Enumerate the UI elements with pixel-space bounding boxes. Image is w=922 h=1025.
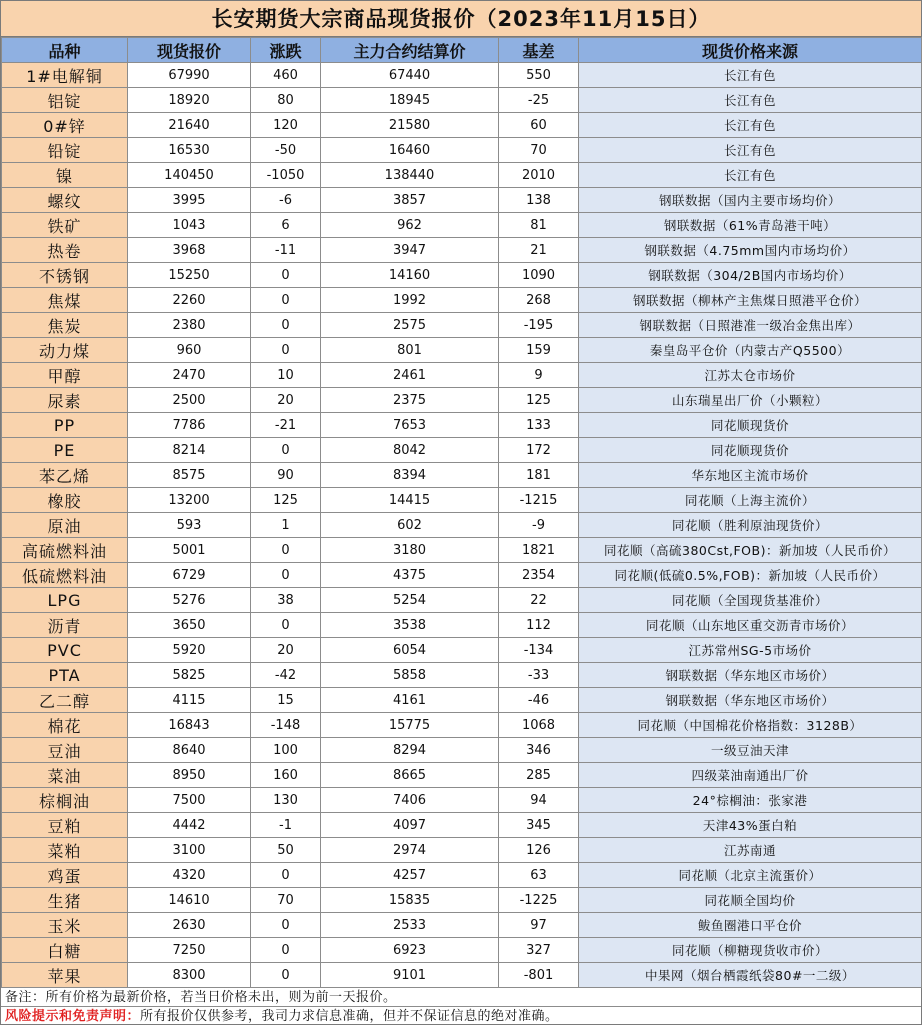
cell-source: 长江有色	[579, 88, 922, 113]
cell-basis: 126	[499, 838, 579, 863]
cell-commodity: 铁矿	[2, 213, 128, 238]
cell-basis: -33	[499, 663, 579, 688]
cell-change: 0	[251, 263, 321, 288]
cell-commodity: LPG	[2, 588, 128, 613]
cell-basis: 1068	[499, 713, 579, 738]
cell-commodity: 高硫燃料油	[2, 538, 128, 563]
cell-source: 同花顺（北京主流蛋价）	[579, 863, 922, 888]
cell-source: 江苏常州SG-5市场价	[579, 638, 922, 663]
cell-spot-price: 8214	[128, 438, 251, 463]
cell-basis: -134	[499, 638, 579, 663]
cell-settlement: 962	[321, 213, 499, 238]
cell-commodity: 低硫燃料油	[2, 563, 128, 588]
cell-basis: 133	[499, 413, 579, 438]
cell-change: 50	[251, 838, 321, 863]
cell-settlement: 67440	[321, 63, 499, 88]
cell-basis: 1090	[499, 263, 579, 288]
price-table	[1, 37, 922, 988]
table-row	[2, 813, 922, 838]
cell-commodity: 焦煤	[2, 288, 128, 313]
column-header-source: 现货价格来源	[579, 38, 922, 63]
cell-basis: 94	[499, 788, 579, 813]
cell-change: 0	[251, 313, 321, 338]
cell-settlement: 21580	[321, 113, 499, 138]
risk-disclaimer	[1, 1007, 921, 1025]
cell-change: 0	[251, 538, 321, 563]
cell-source: 钢联数据（华东地区市场价）	[579, 688, 922, 713]
table-row	[2, 238, 922, 263]
cell-source: 同花顺（全国现货基准价）	[579, 588, 922, 613]
cell-commodity: 原油	[2, 513, 128, 538]
cell-commodity: 菜粕	[2, 838, 128, 863]
cell-source: 同花顺全国均价	[579, 888, 922, 913]
table-row	[2, 863, 922, 888]
cell-source: 长江有色	[579, 113, 922, 138]
cell-commodity: 沥青	[2, 613, 128, 638]
cell-settlement: 9101	[321, 963, 499, 988]
cell-change: 0	[251, 863, 321, 888]
cell-change: -148	[251, 713, 321, 738]
cell-commodity: 螺纹	[2, 188, 128, 213]
cell-change: -1	[251, 813, 321, 838]
cell-settlement: 8294	[321, 738, 499, 763]
cell-basis: 138	[499, 188, 579, 213]
cell-basis: 346	[499, 738, 579, 763]
header-row	[2, 38, 922, 63]
cell-change: 0	[251, 963, 321, 988]
cell-spot-price: 1043	[128, 213, 251, 238]
cell-basis: 159	[499, 338, 579, 363]
cell-change: 80	[251, 88, 321, 113]
cell-commodity: 白糖	[2, 938, 128, 963]
cell-spot-price: 18920	[128, 88, 251, 113]
table-row	[2, 663, 922, 688]
cell-source: 长江有色	[579, 138, 922, 163]
cell-basis: -1225	[499, 888, 579, 913]
cell-commodity: 玉米	[2, 913, 128, 938]
cell-spot-price: 16843	[128, 713, 251, 738]
cell-source: 钢联数据（柳林产主焦煤日照港平仓价）	[579, 288, 922, 313]
cell-settlement: 3857	[321, 188, 499, 213]
cell-source: 秦皇岛平仓价（内蒙古产Q5500）	[579, 338, 922, 363]
cell-settlement: 6054	[321, 638, 499, 663]
cell-basis: 327	[499, 938, 579, 963]
cell-commodity: PP	[2, 413, 128, 438]
cell-commodity: 豆粕	[2, 813, 128, 838]
cell-basis: -46	[499, 688, 579, 713]
cell-commodity: 铝锭	[2, 88, 128, 113]
cell-basis: 345	[499, 813, 579, 838]
page-title: 长安期货大宗商品现货报价（2023年11月15日）	[1, 1, 921, 37]
cell-basis: 21	[499, 238, 579, 263]
cell-settlement: 6923	[321, 938, 499, 963]
cell-spot-price: 4320	[128, 863, 251, 888]
table-row	[2, 288, 922, 313]
cell-basis: 2354	[499, 563, 579, 588]
cell-spot-price: 5276	[128, 588, 251, 613]
cell-spot-price: 16530	[128, 138, 251, 163]
cell-commodity: 鸡蛋	[2, 863, 128, 888]
cell-source: 钢联数据（华东地区市场价）	[579, 663, 922, 688]
cell-settlement: 2375	[321, 388, 499, 413]
cell-basis: 70	[499, 138, 579, 163]
cell-settlement: 2461	[321, 363, 499, 388]
cell-spot-price: 21640	[128, 113, 251, 138]
cell-spot-price: 8300	[128, 963, 251, 988]
cell-source: 同花顺（柳糖现货收市价）	[579, 938, 922, 963]
cell-commodity: 乙二醇	[2, 688, 128, 713]
cell-settlement: 8665	[321, 763, 499, 788]
cell-commodity: 豆油	[2, 738, 128, 763]
cell-settlement: 8042	[321, 438, 499, 463]
cell-spot-price: 593	[128, 513, 251, 538]
cell-commodity: PTA	[2, 663, 128, 688]
cell-change: -42	[251, 663, 321, 688]
cell-settlement: 2575	[321, 313, 499, 338]
table-row	[2, 588, 922, 613]
cell-commodity: 苹果	[2, 963, 128, 988]
cell-change: 90	[251, 463, 321, 488]
table-row	[2, 538, 922, 563]
cell-settlement: 14160	[321, 263, 499, 288]
cell-source: 天津43%蛋白粕	[579, 813, 922, 838]
cell-change: 70	[251, 888, 321, 913]
table-row	[2, 738, 922, 763]
cell-settlement: 4161	[321, 688, 499, 713]
table-row	[2, 463, 922, 488]
table-row	[2, 113, 922, 138]
cell-spot-price: 5920	[128, 638, 251, 663]
cell-spot-price: 960	[128, 338, 251, 363]
cell-source: 同花顺(低硫0.5%,FOB)：新加坡（人民币价）	[579, 563, 922, 588]
cell-change: 100	[251, 738, 321, 763]
cell-spot-price: 2500	[128, 388, 251, 413]
cell-change: 0	[251, 938, 321, 963]
column-header-spot-price: 现货报价	[128, 38, 251, 63]
table-row	[2, 613, 922, 638]
cell-spot-price: 7500	[128, 788, 251, 813]
cell-source: 钢联数据（日照港准一级冶金焦出库）	[579, 313, 922, 338]
cell-settlement: 3538	[321, 613, 499, 638]
table-row	[2, 963, 922, 988]
cell-basis: 1821	[499, 538, 579, 563]
cell-spot-price: 2380	[128, 313, 251, 338]
column-header-basis: 基差	[499, 38, 579, 63]
cell-commodity: 焦炭	[2, 313, 128, 338]
cell-change: 0	[251, 288, 321, 313]
cell-settlement: 138440	[321, 163, 499, 188]
table-row	[2, 713, 922, 738]
cell-basis: -9	[499, 513, 579, 538]
cell-commodity: 橡胶	[2, 488, 128, 513]
cell-settlement: 2974	[321, 838, 499, 863]
cell-settlement: 14415	[321, 488, 499, 513]
table-row	[2, 563, 922, 588]
cell-spot-price: 4115	[128, 688, 251, 713]
table-row	[2, 938, 922, 963]
cell-source: 同花顺（高硫380Cst,FOB)：新加坡（人民币价）	[579, 538, 922, 563]
cell-spot-price: 2470	[128, 363, 251, 388]
table-row	[2, 838, 922, 863]
cell-settlement: 4375	[321, 563, 499, 588]
cell-basis: 81	[499, 213, 579, 238]
cell-basis: -25	[499, 88, 579, 113]
cell-change: -1050	[251, 163, 321, 188]
cell-change: 0	[251, 438, 321, 463]
cell-settlement: 2533	[321, 913, 499, 938]
cell-change: 125	[251, 488, 321, 513]
table-row	[2, 888, 922, 913]
table-row	[2, 413, 922, 438]
cell-change: 1	[251, 513, 321, 538]
cell-spot-price: 8640	[128, 738, 251, 763]
cell-spot-price: 3100	[128, 838, 251, 863]
cell-basis: 550	[499, 63, 579, 88]
cell-basis: 22	[499, 588, 579, 613]
cell-spot-price: 5825	[128, 663, 251, 688]
cell-commodity: 棕榈油	[2, 788, 128, 813]
table-row	[2, 388, 922, 413]
cell-source: 长江有色	[579, 163, 922, 188]
cell-spot-price: 2630	[128, 913, 251, 938]
table-row	[2, 763, 922, 788]
cell-change: 160	[251, 763, 321, 788]
cell-change: 0	[251, 563, 321, 588]
cell-commodity: PVC	[2, 638, 128, 663]
cell-change: 10	[251, 363, 321, 388]
cell-basis: 63	[499, 863, 579, 888]
cell-basis: -195	[499, 313, 579, 338]
cell-settlement: 8394	[321, 463, 499, 488]
cell-commodity: 1#电解铜	[2, 63, 128, 88]
cell-basis: 97	[499, 913, 579, 938]
cell-commodity: 棉花	[2, 713, 128, 738]
cell-basis: 60	[499, 113, 579, 138]
cell-spot-price: 13200	[128, 488, 251, 513]
cell-settlement: 7653	[321, 413, 499, 438]
cell-settlement: 4097	[321, 813, 499, 838]
table-row	[2, 638, 922, 663]
table-row	[2, 513, 922, 538]
table-body	[2, 63, 922, 988]
cell-change: -6	[251, 188, 321, 213]
cell-change: 38	[251, 588, 321, 613]
table-row	[2, 688, 922, 713]
cell-settlement: 1992	[321, 288, 499, 313]
cell-commodity: 尿素	[2, 388, 128, 413]
cell-spot-price: 67990	[128, 63, 251, 88]
column-header-settlement: 主力合约结算价	[321, 38, 499, 63]
cell-settlement: 18945	[321, 88, 499, 113]
cell-basis: 125	[499, 388, 579, 413]
column-header-change: 涨跌	[251, 38, 321, 63]
cell-source: 同花顺（胜利原油现货价）	[579, 513, 922, 538]
cell-settlement: 5858	[321, 663, 499, 688]
cell-source: 中果网（烟台栖霞纸袋80#一二级）	[579, 963, 922, 988]
cell-source: 华东地区主流市场价	[579, 463, 922, 488]
cell-settlement: 4257	[321, 863, 499, 888]
cell-source: 钢联数据（304/2B国内市场均价）	[579, 263, 922, 288]
column-header-commodity: 品种	[2, 38, 128, 63]
cell-basis: 9	[499, 363, 579, 388]
cell-basis: -801	[499, 963, 579, 988]
cell-basis: 112	[499, 613, 579, 638]
cell-settlement: 16460	[321, 138, 499, 163]
table-row	[2, 63, 922, 88]
cell-change: 0	[251, 338, 321, 363]
cell-spot-price: 5001	[128, 538, 251, 563]
cell-basis: 2010	[499, 163, 579, 188]
risk-text: 所有报价仅供参考，我司力求信息准确，但并不保证信息的绝对准确。	[140, 1009, 559, 1024]
cell-source: 山东瑞星出厂价（小颗粒）	[579, 388, 922, 413]
cell-source: 四级菜油南通出厂价	[579, 763, 922, 788]
cell-change: 15	[251, 688, 321, 713]
cell-commodity: 不锈钢	[2, 263, 128, 288]
cell-basis: 172	[499, 438, 579, 463]
cell-spot-price: 7786	[128, 413, 251, 438]
cell-source: 同花顺（山东地区重交沥青市场价）	[579, 613, 922, 638]
table-row	[2, 788, 922, 813]
cell-source: 同花顺（上海主流价）	[579, 488, 922, 513]
table-row	[2, 313, 922, 338]
table-row	[2, 488, 922, 513]
cell-source: 一级豆油天津	[579, 738, 922, 763]
footer-note: 备注：所有价格为最新价格，若当日价格未出，则为前一天报价。	[1, 988, 921, 1007]
cell-basis: 268	[499, 288, 579, 313]
cell-source: 江苏太仓市场价	[579, 363, 922, 388]
cell-basis: -1215	[499, 488, 579, 513]
cell-spot-price: 3650	[128, 613, 251, 638]
cell-source: 江苏南通	[579, 838, 922, 863]
cell-spot-price: 8575	[128, 463, 251, 488]
cell-settlement: 5254	[321, 588, 499, 613]
cell-basis: 285	[499, 763, 579, 788]
table-row	[2, 138, 922, 163]
table-row	[2, 913, 922, 938]
cell-source: 同花顺现货价	[579, 413, 922, 438]
cell-source: 钢联数据（61%青岛港干吨）	[579, 213, 922, 238]
cell-change: 6	[251, 213, 321, 238]
cell-settlement: 7406	[321, 788, 499, 813]
cell-spot-price: 4442	[128, 813, 251, 838]
cell-settlement: 801	[321, 338, 499, 363]
cell-spot-price: 6729	[128, 563, 251, 588]
cell-commodity: 0#锌	[2, 113, 128, 138]
cell-spot-price: 3995	[128, 188, 251, 213]
cell-change: 120	[251, 113, 321, 138]
cell-commodity: PE	[2, 438, 128, 463]
cell-change: 460	[251, 63, 321, 88]
cell-commodity: 甲醇	[2, 363, 128, 388]
cell-settlement: 15835	[321, 888, 499, 913]
table-row	[2, 163, 922, 188]
table-row	[2, 188, 922, 213]
table-row	[2, 363, 922, 388]
table-row	[2, 88, 922, 113]
cell-source: 钢联数据（国内主要市场均价）	[579, 188, 922, 213]
cell-source: 长江有色	[579, 63, 922, 88]
cell-settlement: 15775	[321, 713, 499, 738]
cell-spot-price: 8950	[128, 763, 251, 788]
cell-commodity: 热卷	[2, 238, 128, 263]
table-row	[2, 438, 922, 463]
cell-change: -21	[251, 413, 321, 438]
cell-settlement: 3180	[321, 538, 499, 563]
cell-change: -50	[251, 138, 321, 163]
cell-source: 鲅鱼圈港口平仓价	[579, 913, 922, 938]
cell-commodity: 镍	[2, 163, 128, 188]
cell-commodity: 铅锭	[2, 138, 128, 163]
cell-settlement: 602	[321, 513, 499, 538]
cell-settlement: 3947	[321, 238, 499, 263]
cell-spot-price: 14610	[128, 888, 251, 913]
cell-commodity: 苯乙烯	[2, 463, 128, 488]
cell-change: -11	[251, 238, 321, 263]
cell-spot-price: 2260	[128, 288, 251, 313]
table-row	[2, 213, 922, 238]
table-row	[2, 338, 922, 363]
cell-source: 同花顺（中国棉花价格指数：3128B）	[579, 713, 922, 738]
cell-commodity: 生猪	[2, 888, 128, 913]
cell-change: 130	[251, 788, 321, 813]
cell-spot-price: 140450	[128, 163, 251, 188]
cell-basis: 181	[499, 463, 579, 488]
cell-source: 钢联数据（4.75mm国内市场均价）	[579, 238, 922, 263]
cell-source: 24°棕榈油：张家港	[579, 788, 922, 813]
cell-change: 20	[251, 388, 321, 413]
cell-change: 20	[251, 638, 321, 663]
cell-spot-price: 7250	[128, 938, 251, 963]
cell-spot-price: 3968	[128, 238, 251, 263]
risk-label: 风险提示和免责声明：	[5, 1009, 141, 1024]
table-row	[2, 263, 922, 288]
cell-source: 同花顺现货价	[579, 438, 922, 463]
cell-commodity: 动力煤	[2, 338, 128, 363]
cell-change: 0	[251, 913, 321, 938]
cell-commodity: 菜油	[2, 763, 128, 788]
cell-change: 0	[251, 613, 321, 638]
cell-spot-price: 15250	[128, 263, 251, 288]
